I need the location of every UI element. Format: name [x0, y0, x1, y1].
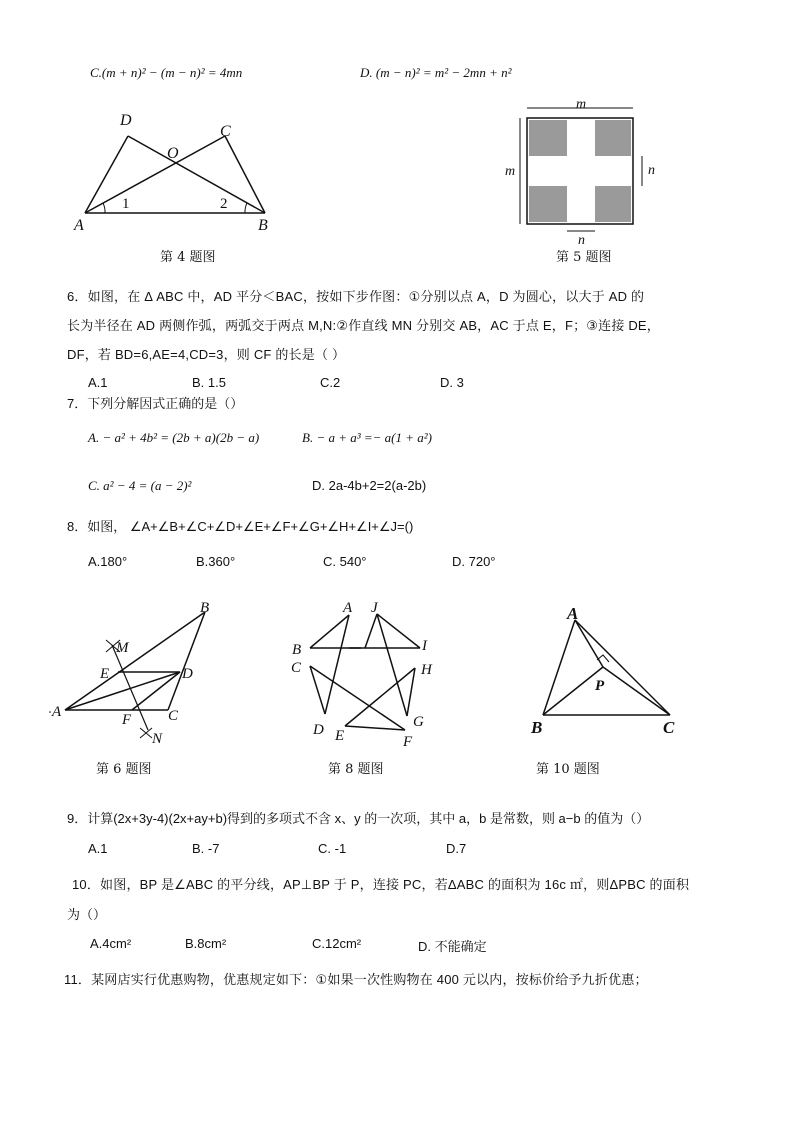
figure-5: [500, 97, 670, 248]
fig4-label-1: 1: [122, 196, 130, 212]
q6-line2: 长为半径在 AD 两侧作弧，两弧交于两点 M,N:②作直线 MN 分别交 AB，AC 于点 E，F；③连接 DE，: [67, 318, 661, 333]
q6-line3: DF，若 BD=6,AE=4,CD=3，则 CF 的长是（ ）: [67, 347, 346, 362]
q9-option-c: C. -1: [318, 841, 347, 856]
fig8-line-ji: [377, 614, 420, 648]
fig10-label-a: A: [567, 604, 579, 623]
q6-line1: 6．如图，在 Δ ABC 中，AD 平分＜BAC，按如下步作图：①分别以点 A，D 为圆心，以大于 AD 的: [67, 289, 645, 304]
fig6-dot: [49, 711, 51, 713]
fig4-label-a: A: [74, 217, 84, 234]
q10-option-d: D. 不能确定: [418, 939, 487, 954]
q7-option-b: B. − a + a³ =− a(1 + a²): [302, 430, 433, 445]
q7-option-c: C. a² − 4 = (a − 2)²: [88, 478, 192, 493]
fig6-label-m: M: [116, 640, 129, 656]
fig6-label-n: N: [152, 731, 163, 747]
fig10-line-pc: [603, 667, 670, 715]
fig8-label-c: C: [291, 660, 302, 676]
q9-option-a: A.1: [88, 841, 108, 856]
figure-6: [50, 600, 220, 745]
fig4-angle-2-arc: [245, 203, 247, 213]
fig5-label-m-left: m: [505, 164, 516, 179]
fig4-angle-1-arc: [103, 203, 105, 213]
fig4-caption: 第 4 题图: [160, 250, 216, 265]
fig10-label-b: B: [531, 718, 543, 737]
fig10-line-ab: [543, 620, 575, 715]
fig8-label-h: H: [421, 662, 432, 678]
fig8-label-a: A: [343, 600, 353, 616]
fig4-label-2: 2: [220, 196, 228, 212]
fig10-label-c: C: [663, 718, 675, 737]
q6-option-b: B. 1.5: [192, 375, 226, 390]
fig6-label-b: B: [200, 600, 210, 616]
fig6-label-a: A: [52, 704, 62, 720]
fig6-mark-n: [140, 728, 152, 738]
fig4-label-c: C: [220, 123, 231, 140]
fig10-line-ac: [575, 620, 670, 715]
figure-4: [70, 112, 280, 234]
fig8-label-g: G: [413, 714, 424, 730]
q9-stem: 9．计算(2x+3y-4)(2x+ay+b)得到的多项式不含 x、y 的一次项，其中 a，b 是常数，则 a−b 的值为（）: [67, 811, 650, 826]
fig8-line-cf: [310, 666, 405, 730]
q10-option-c: C.12cm²: [312, 936, 362, 951]
q10-option-b: B.8cm²: [185, 936, 227, 951]
fig4-label-o: O: [167, 145, 179, 162]
q5-option-c: C.(m + n)² − (m − n)² = 4mn: [90, 65, 243, 80]
q10-option-a: A.4cm²: [90, 936, 132, 951]
q8-option-d: D. 720°: [452, 554, 496, 569]
fig8-label-i: I: [422, 638, 427, 654]
q5-option-d: D. (m − n)² = m² − 2mn + n²: [360, 65, 512, 80]
fig8-label-j: J: [371, 600, 378, 616]
q8-stem: 8．如图， ∠A+∠B+∠C+∠D+∠E+∠F+∠G+∠H+∠I+∠J=(): [67, 519, 414, 534]
q9-option-b: B. -7: [192, 841, 220, 856]
fig5-caption: 第 5 题图: [556, 250, 612, 265]
fig10-line-bp: [543, 667, 603, 715]
fig8-line-cd: [310, 666, 325, 714]
fig6-line-ab: [65, 612, 205, 710]
fig6-line-ad: [65, 672, 180, 710]
fig8-line-hg: [407, 668, 415, 716]
fig8-label-d: D: [313, 722, 324, 738]
fig8-label-f: F: [403, 734, 413, 750]
fig4-label-b: B: [258, 217, 268, 234]
fig10-caption: 第 10 题图: [536, 762, 600, 777]
q8-option-c: C. 540°: [323, 554, 367, 569]
q6-option-d: D. 3: [440, 375, 464, 390]
fig5-label-n-right: n: [648, 163, 655, 178]
q6-option-a: A.1: [88, 375, 108, 390]
fig8-label-e: E: [335, 728, 345, 744]
fig6-label-e: E: [100, 666, 110, 682]
q7-stem: 7．下列分解因式正确的是（）: [67, 396, 244, 411]
q7-option-d: D. 2a-4b+2=2(a-2b): [312, 478, 427, 493]
q10-line2: 为（）: [67, 907, 107, 922]
fig8-line-j-bar: [365, 614, 377, 648]
fig6-caption: 第 6 题图: [96, 762, 152, 777]
fig5-label-m-top: m: [576, 97, 587, 112]
fig6-label-f: F: [122, 712, 132, 728]
fig5-corner-br: [595, 186, 631, 222]
q10-line1: 10．如图，BP 是∠ABC 的平分线，AP⊥BP 于 P，连接 PC，若ΔABC 的面积为 16c ㎡，则ΔPBC 的面积: [72, 877, 690, 892]
fig8-label-b: B: [292, 642, 302, 658]
figure-10: [525, 605, 700, 740]
fig8-caption: 第 8 题图: [328, 762, 384, 777]
fig10-label-p: P: [595, 678, 605, 694]
fig5-corner-tl: [529, 120, 567, 156]
fig8-line-ab: [310, 615, 349, 648]
fig6-line-fd: [132, 672, 180, 710]
fig6-label-d: D: [182, 666, 193, 682]
fig5-corner-tr: [595, 120, 631, 156]
fig8-line-ad: [325, 615, 349, 714]
q9-option-d: D.7: [446, 841, 467, 856]
q8-option-a: A.180°: [88, 554, 128, 569]
figure-8: [285, 598, 445, 748]
fig5-corner-bl: [529, 186, 567, 222]
fig5-label-n-bottom: n: [578, 233, 585, 248]
fig6-line-bc: [168, 612, 205, 710]
q6-option-c: C.2: [320, 375, 341, 390]
fig6-label-c: C: [168, 708, 179, 724]
q7-option-a: A. − a² + 4b² = (2b + a)(2b − a): [88, 430, 260, 445]
fig8-line-jg: [377, 614, 407, 716]
q11-line1: 11．某网店实行优惠购物，优惠规定如下：①如果一次性购物在 400 元以内，按标价给予九折优惠；: [64, 972, 648, 987]
q8-option-b: B.360°: [196, 554, 236, 569]
fig4-label-d: D: [120, 112, 132, 129]
fig8-line-ef: [345, 726, 405, 730]
